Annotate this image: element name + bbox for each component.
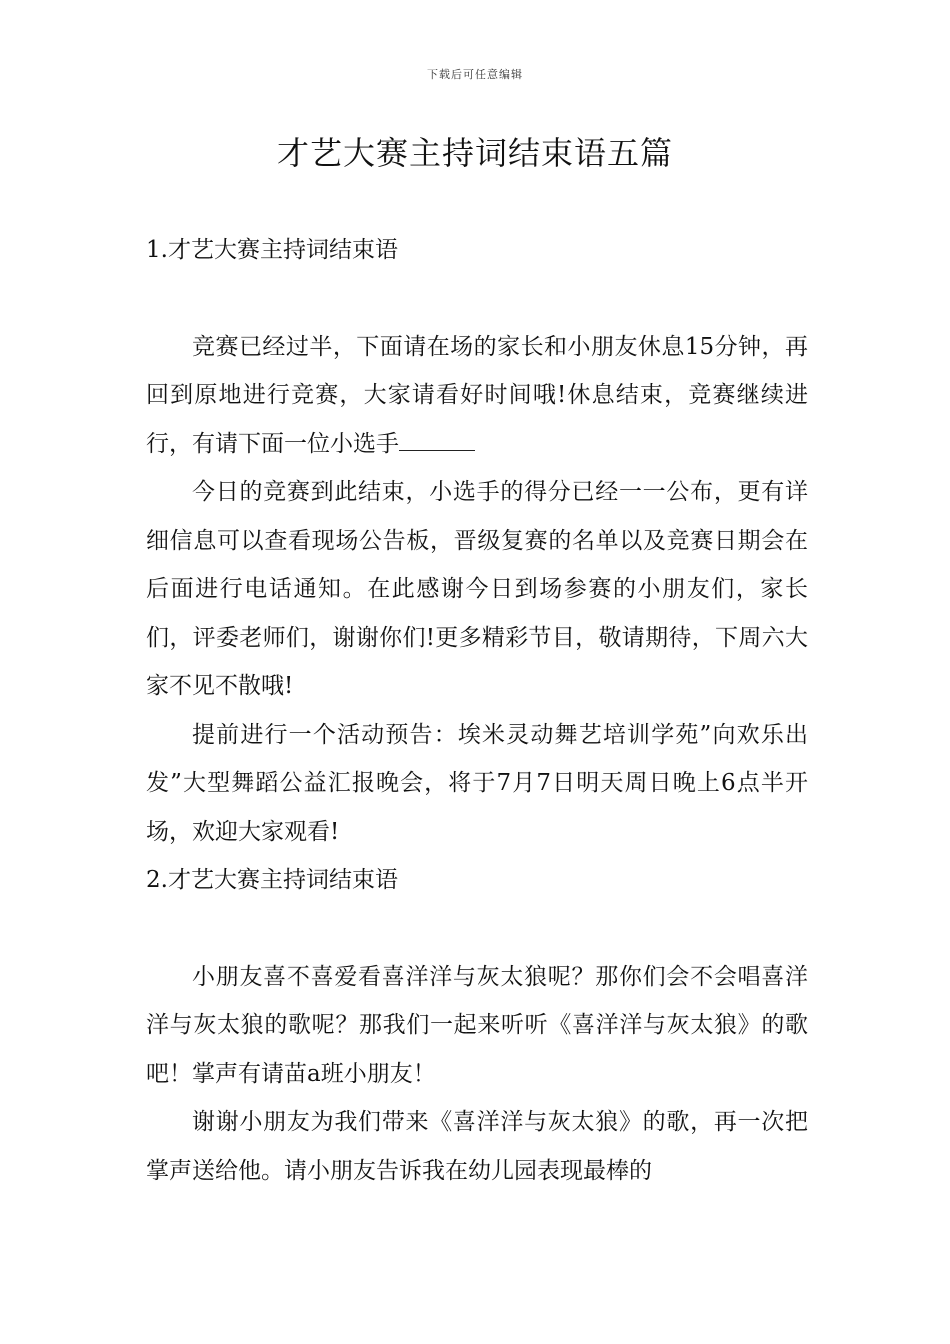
fill-in-blank [399, 426, 475, 451]
paragraph: 小朋友喜不喜爱看喜洋洋与灰太狼呢？那你们会不会唱喜洋洋与灰太狼的歌呢？那我们一起来听听《喜洋洋与灰太狼》的歌吧！掌声有请苗a班小朋友！ [146, 963, 808, 1087]
section-heading-1: 1.才艺大赛主持词结束语 [146, 237, 398, 263]
blank-line [146, 275, 808, 323]
document-title: 才艺大赛主持词结束语五篇 [276, 134, 673, 172]
section-heading-2: 2.才艺大赛主持词结束语 [146, 867, 398, 893]
paragraph: 今日的竞赛到此结束，小选手的得分已经一一公布，更有详细信息可以查看现场公告板，晋级复赛的名单以及竞赛日期会在后面进行电话通知。在此感谢今日到场参赛的小朋友们，家长们，评委老师们，谢谢你们!更多精彩节目，敬请期待，下周六大家不见不散哦! [146, 479, 808, 699]
blank-line [146, 905, 808, 953]
document-body [146, 226, 808, 1195]
paragraph: 提前进行一个活动预告：埃米灵动舞艺培训学苑”向欢乐出发”大型舞蹈公益汇报晚会，将于7月7日明天周日晚上6点半开场，欢迎大家观看! [146, 721, 808, 845]
header-note: 下载后可任意编辑 [427, 68, 523, 81]
paragraph: 谢谢小朋友为我们带来《喜洋洋与灰太狼》的歌，再一次把掌声送给他。请小朋友告诉我在幼儿园表现最棒的 [146, 1109, 808, 1184]
paragraph [146, 323, 808, 469]
paragraph-text: 竞赛已经过半，下面请在场的家长和小朋友休息15分钟，再回到原地进行竞赛，大家请看好时间哦!休息结束，竞赛继续进行，有请下面一位小选手 [146, 333, 808, 457]
